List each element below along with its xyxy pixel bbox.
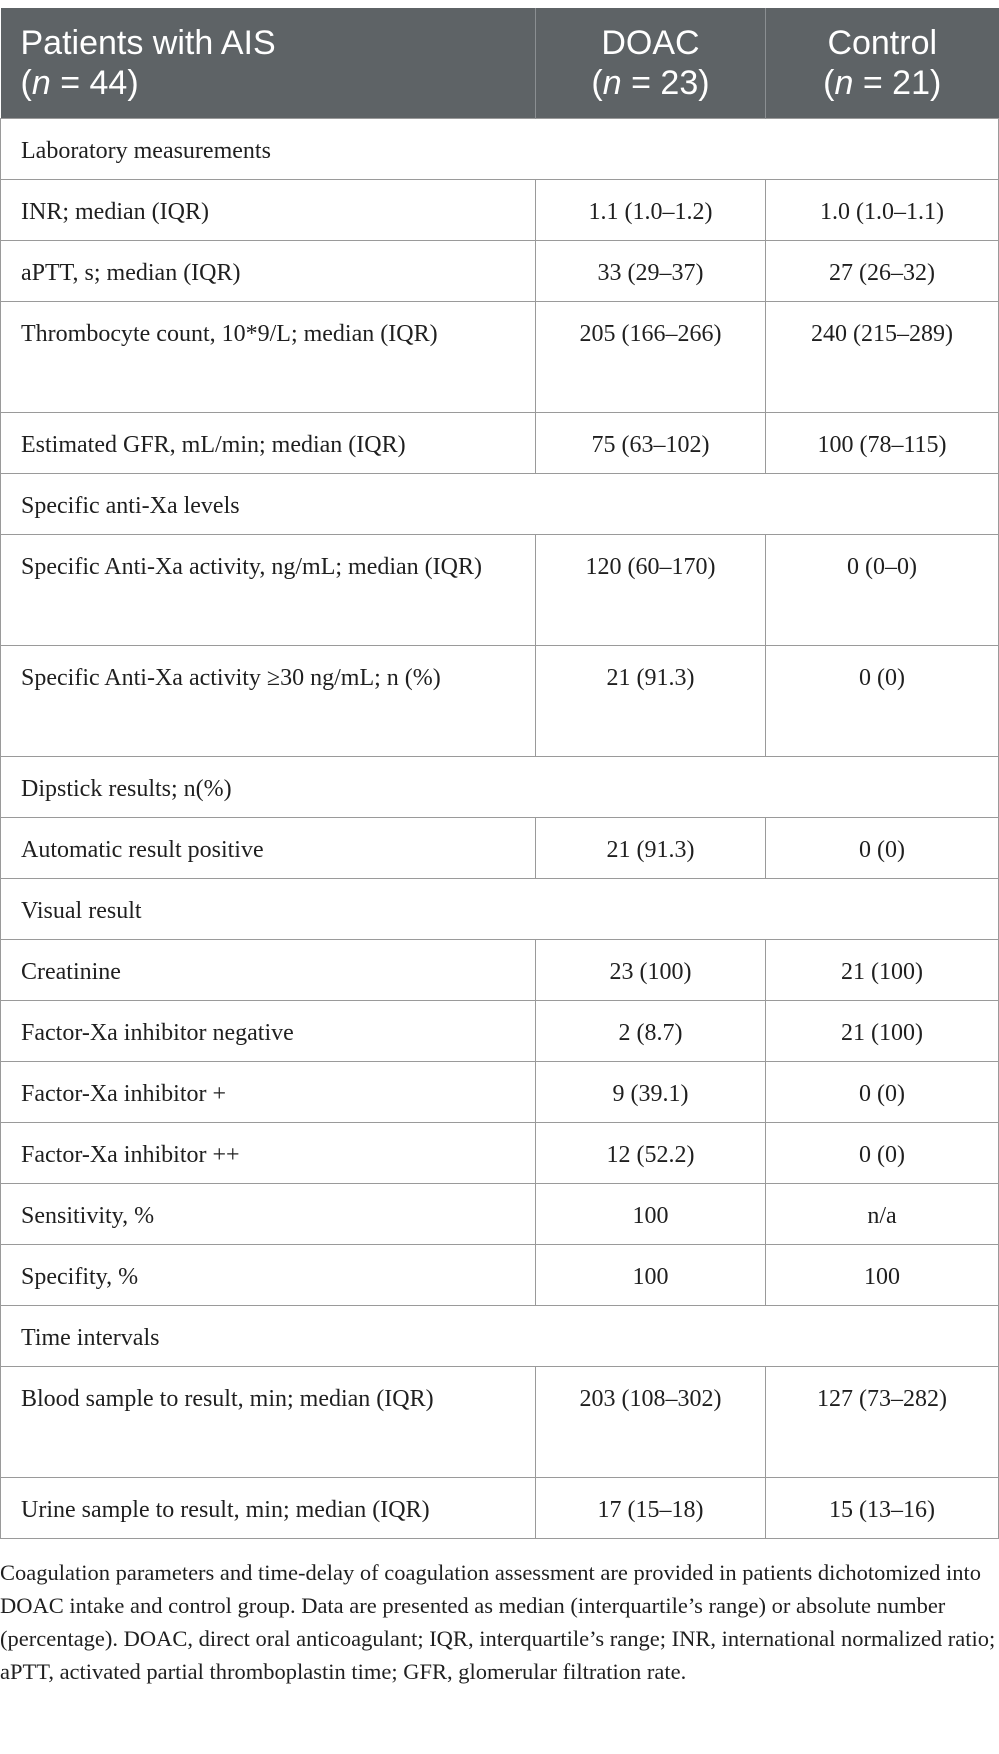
table-row [1, 1061, 999, 1122]
row-control-value: 21 (100) [766, 939, 999, 1000]
row-label: Urine sample to result, min; median (IQR) [1, 1477, 536, 1538]
section-row [1, 1305, 999, 1366]
section-time-intervals: Time intervals [1, 1305, 999, 1366]
row-label: Automatic result positive [1, 817, 536, 878]
table-row [1, 301, 999, 412]
row-control-value: 240 (215–289) [766, 301, 999, 412]
row-doac-value: 33 (29–37) [536, 240, 766, 301]
header-doac-n-value: = 23) [621, 63, 710, 102]
header-doac [536, 8, 766, 118]
header-doac-n-symbol: n [602, 63, 622, 102]
row-label: Creatinine [1, 939, 536, 1000]
row-control-value: 127 (73–282) [766, 1366, 999, 1477]
row-label: Factor-Xa inhibitor + [1, 1061, 536, 1122]
row-label: Sensitivity, % [1, 1183, 536, 1244]
table-row [1, 179, 999, 240]
table-row [1, 240, 999, 301]
table-row [1, 645, 999, 756]
row-label: Thrombocyte count, 10*9/L; median (IQR) [1, 301, 536, 412]
row-doac-value: 100 [536, 1183, 766, 1244]
header-patients-n: (n = 44) [20, 63, 139, 102]
table-row [1, 1244, 999, 1305]
row-doac-value: 12 (52.2) [536, 1122, 766, 1183]
row-doac-value: 75 (63–102) [536, 412, 766, 473]
row-control-value: 0 (0) [766, 1122, 999, 1183]
header-control [766, 8, 999, 118]
header-control-n: (n = 21) [823, 63, 942, 102]
row-control-value: 27 (26–32) [766, 240, 999, 301]
header-row [1, 8, 999, 118]
section-row [1, 878, 999, 939]
header-doac-n: (n = 23) [591, 63, 710, 102]
row-control-value: 100 [766, 1244, 999, 1305]
section-row [1, 118, 999, 179]
row-doac-value: 203 (108–302) [536, 1366, 766, 1477]
table-row [1, 534, 999, 645]
section-dipstick: Dipstick results; n(%) [1, 756, 999, 817]
row-control-value: n/a [766, 1183, 999, 1244]
row-label: Specific Anti-Xa activity ≥30 ng/mL; n (%) [1, 645, 536, 756]
table-row [1, 412, 999, 473]
table-row [1, 1183, 999, 1244]
row-label: INR; median (IQR) [1, 179, 536, 240]
row-control-value: 15 (13–16) [766, 1477, 999, 1538]
row-control-value: 0 (0) [766, 1061, 999, 1122]
row-doac-value: 21 (91.3) [536, 645, 766, 756]
header-control-title: Control [827, 23, 938, 62]
row-doac-value: 120 (60–170) [536, 534, 766, 645]
section-anti-xa: Specific anti-Xa levels [1, 473, 999, 534]
row-doac-value: 100 [536, 1244, 766, 1305]
table-row [1, 939, 999, 1000]
header-control-n-value: = 21) [853, 63, 942, 102]
row-doac-value: 9 (39.1) [536, 1061, 766, 1122]
row-doac-value: 1.1 (1.0–1.2) [536, 179, 766, 240]
section-row [1, 473, 999, 534]
row-control-value: 0 (0–0) [766, 534, 999, 645]
row-control-value: 21 (100) [766, 1000, 999, 1061]
table-header [1, 8, 999, 118]
table-body [1, 118, 999, 1538]
header-patients-n-value: = 44) [50, 63, 139, 102]
row-control-value: 0 (0) [766, 817, 999, 878]
row-label: Blood sample to result, min; median (IQR) [1, 1366, 536, 1477]
results-table [0, 8, 999, 1539]
header-doac-title: DOAC [601, 23, 700, 62]
header-patients-n-symbol: n [31, 63, 51, 102]
header-control-n-symbol: n [834, 63, 854, 102]
row-label: Factor-Xa inhibitor ++ [1, 1122, 536, 1183]
table-row [1, 1477, 999, 1538]
row-label: Specific Anti-Xa activity, ng/mL; median (IQR) [1, 534, 536, 645]
table-row [1, 817, 999, 878]
row-doac-value: 23 (100) [536, 939, 766, 1000]
row-label: Estimated GFR, mL/min; median (IQR) [1, 412, 536, 473]
row-doac-value: 205 (166–266) [536, 301, 766, 412]
row-label: aPTT, s; median (IQR) [1, 240, 536, 301]
table-row [1, 1122, 999, 1183]
row-doac-value: 2 (8.7) [536, 1000, 766, 1061]
row-label: Factor-Xa inhibitor negative [1, 1000, 536, 1061]
row-label: Specifity, % [1, 1244, 536, 1305]
section-laboratory: Laboratory measurements [1, 118, 999, 179]
table-footnote: Coagulation parameters and time-delay of coagulation assessment are provided in patients dichotomized into DOAC intake and control group. Data are presented as median (interquartile’s range) or absolute number (percentage). DOAC, direct oral anticoagulant; IQR, interquartile’s range; INR, international normalized ratio; aPTT, activated partial thromboplastin time; GFR, glomerular filtration rate. [0, 1560, 996, 1684]
table-row [1, 1366, 999, 1477]
row-control-value: 0 (0) [766, 645, 999, 756]
header-patients-title: Patients with AIS [20, 23, 276, 62]
row-doac-value: 17 (15–18) [536, 1477, 766, 1538]
section-visual-result: Visual result [1, 878, 999, 939]
table-row [1, 1000, 999, 1061]
header-patients [1, 8, 536, 118]
section-row [1, 756, 999, 817]
row-control-value: 100 (78–115) [766, 412, 999, 473]
row-doac-value: 21 (91.3) [536, 817, 766, 878]
row-control-value: 1.0 (1.0–1.1) [766, 179, 999, 240]
